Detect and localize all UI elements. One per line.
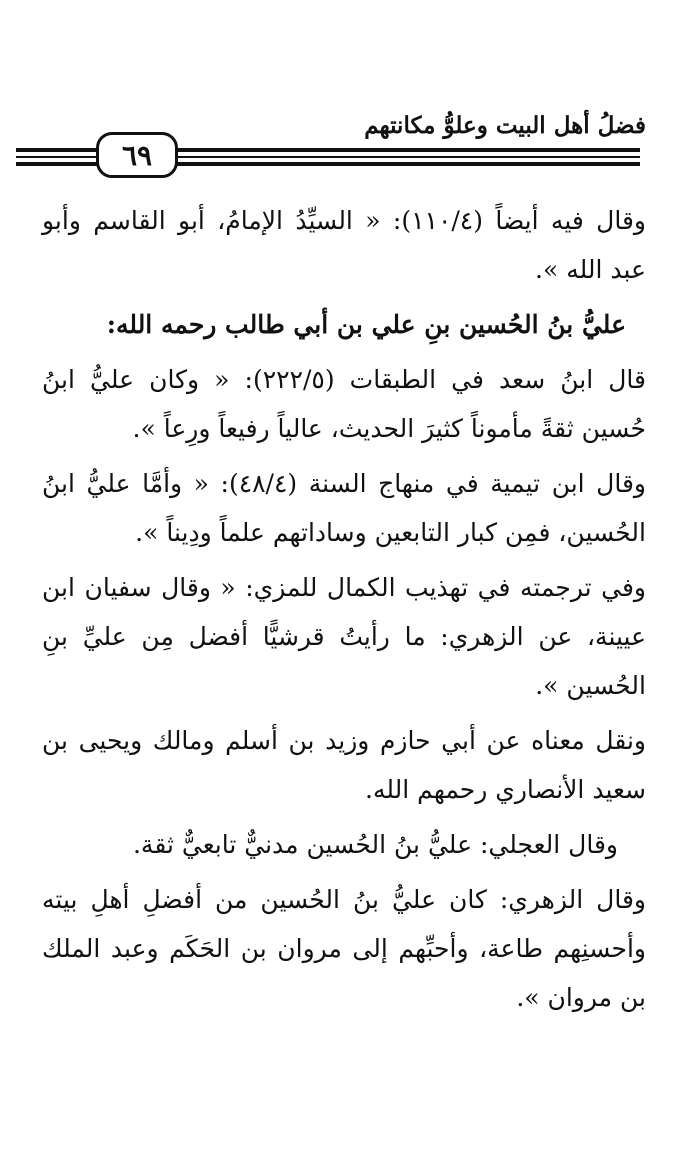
paragraph: وقال العجلي: عليُّ بنُ الحُسين مدنيٌّ تابعيٌّ ثقة. [132,830,618,859]
paragraph: ونقل معناه عن أبي حازم وزيد بن أسلم ومالك ويحيى بن سعيد الأنصاري رحمهم الله. [42,726,646,804]
paragraph: وفي ترجمته في تهذيب الكمال للمزي: « وقال سفيان ابن عيينة، عن الزهري: ما رأيتُ قرشيًّا أفضل مِن عليِّ بنِ الحُسين ». [42,573,646,700]
section-heading: عليُّ بنُ الحُسين بنِ علي بن أبي طالب رحمه الله: [106,310,626,339]
paragraph: وقال ابن تيمية في منهاج السنة (٤٨/٤): « وأمَّا عليُّ ابنُ الحُسين، فمِن كبار التابعين وساداتهم علماً ودِيناً ». [42,469,646,547]
running-title: فضلُ أهل البيت وعلوُّ مكانتهم [364,112,646,139]
paragraph: وقال فيه أيضاً (١١٠/٤): « السيِّدُ الإمامُ، أبو القاسم وأبو عبد الله ». [42,206,646,284]
paragraph: وقال الزهري: كان عليُّ بنُ الحُسين من أفضلِ أهلِ بيته وأحسنِهم طاعة، وأحبِّهم إلى مروان بن الحَكَم وعبد الملك بن مروان ». [42,885,646,1012]
page-number: ٦٩ [96,132,178,178]
page-header [0,0,690,190]
page-body [42,196,646,1028]
paragraph: قال ابنُ سعد في الطبقات (٢٢٢/٥): « وكان عليُّ ابنُ حُسين ثقةً مأموناً كثيرَ الحديث، عالياً رفيعاً ورِعاً ». [42,365,646,443]
